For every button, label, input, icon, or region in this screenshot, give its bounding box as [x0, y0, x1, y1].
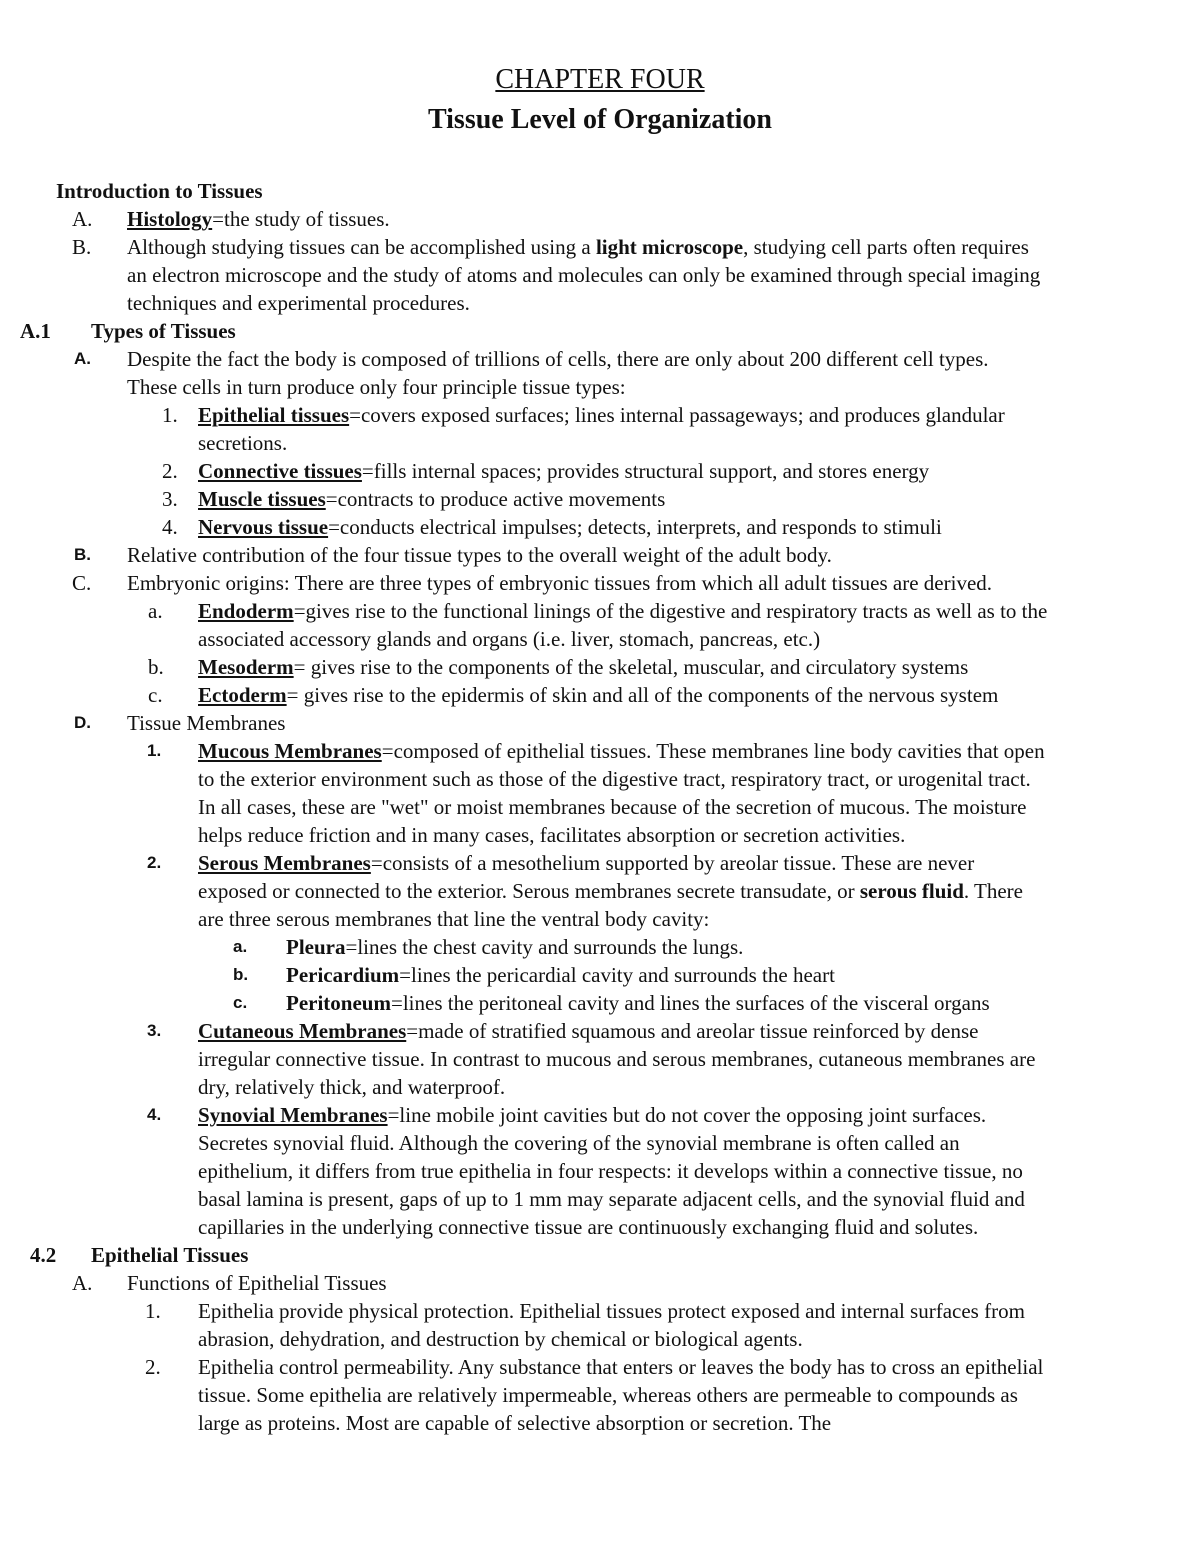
- list-item-cont: to the exterior environment such as those of the digestive tract, respiratory tract, or urogenital tract.: [198, 767, 1031, 791]
- list-item: [198, 485, 665, 513]
- item-text: =composed of epithelial tissues. These membranes line body cavities that open: [381, 739, 1045, 763]
- term-muscle: Muscle tissues: [198, 487, 326, 511]
- list-item: [286, 961, 835, 989]
- list-item: [286, 933, 743, 961]
- list-item-cont: [198, 877, 1023, 905]
- term-histology: Histology: [127, 207, 213, 231]
- s1-a-label: A.: [74, 349, 91, 368]
- list-item-cont: capillaries in the underlying connective tissue are continuously exchanging fluid and solutes.: [198, 1215, 979, 1239]
- list-item-cont: dry, relatively thick, and waterproof.: [198, 1075, 506, 1099]
- section-heading: Types of Tissues: [91, 319, 236, 343]
- list-number: 4.: [147, 1105, 162, 1124]
- term-mesoderm: Mesoderm: [198, 655, 294, 679]
- list-item: [198, 401, 1005, 429]
- list-letter: c.: [233, 993, 248, 1012]
- intro-a-text: =the study of tissues.: [212, 207, 390, 231]
- term-peritoneum: Peritoneum: [286, 991, 391, 1015]
- term-mucous: Mucous Membranes: [198, 739, 382, 763]
- list-letter: b.: [233, 965, 249, 984]
- list-item-cont: large as proteins. Most are capable of selective absorption or secretion. The: [198, 1411, 832, 1435]
- item-text-end: . There: [963, 879, 1023, 903]
- s1-a-line1: Despite the fact the body is composed of trillions of cells, there are only about 200 different cell types.: [127, 347, 989, 371]
- list-item: [198, 597, 1047, 625]
- item-text: =contracts to produce active movements: [325, 487, 666, 511]
- intro-b-text: Although studying tissues can be accomplished using a: [127, 235, 596, 259]
- term-serous-fluid: serous fluid: [859, 879, 964, 903]
- term-ectoderm: Ectoderm: [198, 683, 287, 707]
- list-number: 2.: [147, 853, 162, 872]
- intro-b-line1: [127, 233, 1029, 261]
- term-pericardium: Pericardium: [286, 963, 400, 987]
- intro-b-text-end: , studying cell parts often requires: [743, 235, 1029, 259]
- intro-b-line2: an electron microscope and the study of atoms and molecules can only be examined through special imaging: [127, 263, 1041, 287]
- item-text: =made of stratified squamous and areolar tissue reinforced by dense: [406, 1019, 979, 1043]
- intro-a-item: [127, 205, 390, 233]
- list-item: Epithelia control permeability. Any substance that enters or leaves the body has to cross an epithelial: [198, 1355, 1044, 1379]
- item-text: =gives rise to the functional linings of the digestive and respiratory tracts as well as to the: [293, 599, 1048, 623]
- list-item: [198, 513, 942, 541]
- intro-b-line3: techniques and experimental procedures.: [127, 291, 470, 315]
- list-item-cont: Secretes synovial fluid. Although the covering of the synovial membrane is often called an: [198, 1131, 960, 1155]
- list-item: [198, 1101, 986, 1129]
- list-letter: a.: [148, 599, 163, 623]
- list-letter: c.: [148, 683, 163, 707]
- chapter-title: Tissue Level of Organization: [427, 104, 773, 135]
- list-item-cont: associated accessory glands and organs (i.e. liver, stomach, pancreas, etc.): [198, 627, 821, 651]
- s1-c-label: C.: [72, 571, 92, 595]
- item-text: =lines the peritoneal cavity and lines the surfaces of the visceral organs: [390, 991, 990, 1015]
- list-item-cont: epithelium, it differs from true epithelia in four respects: it develops within a connective tissue, no: [198, 1159, 1023, 1183]
- list-number: 4.: [162, 515, 178, 539]
- list-item-cont: tissue. Some epithelia are relatively impermeable, whereas others are permeable to compounds as: [198, 1383, 1018, 1407]
- item-text: =line mobile joint cavities but do not cover the opposing joint surfaces.: [387, 1103, 987, 1127]
- s1-b-text: Relative contribution of the four tissue types to the overall weight of the adult body.: [127, 543, 832, 567]
- list-item: [198, 1017, 978, 1045]
- term-pleura: Pleura: [286, 935, 346, 959]
- intro-a-label: A.: [72, 207, 93, 231]
- section-number: A.1: [20, 319, 51, 343]
- intro-heading: Introduction to Tissues: [56, 179, 263, 203]
- list-number: 1.: [147, 741, 162, 760]
- item-text: =consists of a mesothelium supported by areolar tissue. These are never: [370, 851, 975, 875]
- item-text: = gives rise to the components of the skeletal, muscular, and circulatory systems: [293, 655, 969, 679]
- list-letter: b.: [148, 655, 164, 679]
- chapter-label: CHAPTER FOUR: [495, 64, 705, 95]
- list-item-cont: secretions.: [198, 431, 288, 455]
- intro-b-label: B.: [72, 235, 92, 259]
- list-item: [198, 681, 998, 709]
- list-item: [198, 653, 968, 681]
- section-heading: Epithelial Tissues: [91, 1243, 249, 1267]
- s1-b-label: B.: [74, 545, 91, 564]
- list-item: Epithelia provide physical protection. Epithelial tissues protect exposed and internal surfaces from: [198, 1299, 1025, 1323]
- list-item-cont: helps reduce friction and in many cases, facilitates absorption or secretion activities.: [198, 823, 906, 847]
- list-number: 1.: [162, 403, 178, 427]
- s1-d-label: D.: [74, 713, 91, 732]
- item-text: =lines the pericardial cavity and surrounds the heart: [399, 963, 835, 987]
- item-text: =lines the chest cavity and surrounds the lungs.: [345, 935, 744, 959]
- s1-a-line2: These cells in turn produce only four principle tissue types:: [127, 375, 626, 399]
- list-number: 2.: [162, 459, 178, 483]
- list-item: [286, 989, 990, 1017]
- list-item: [198, 457, 929, 485]
- term-connective: Connective tissues: [198, 459, 362, 483]
- list-item-cont: are three serous membranes that line the ventral body cavity:: [198, 907, 710, 931]
- item-text: exposed or connected to the exterior. Serous membranes secrete transudate, or: [198, 879, 860, 903]
- s2-a-label: A.: [72, 1271, 93, 1295]
- list-letter: a.: [233, 937, 248, 956]
- list-number: 3.: [147, 1021, 162, 1040]
- list-number: 1.: [145, 1299, 161, 1323]
- term-nervous: Nervous tissue: [198, 515, 329, 539]
- list-item-cont: abrasion, dehydration, and destruction by chemical or biological agents.: [198, 1327, 803, 1351]
- list-item: [198, 849, 974, 877]
- list-item-cont: In all cases, these are "wet" or moist membranes because of the secretion of mucous. The moisture: [198, 795, 1027, 819]
- item-text: =fills internal spaces; provides structural support, and stores energy: [361, 459, 930, 483]
- list-number: 3.: [162, 487, 178, 511]
- term-synovial: Synovial Membranes: [198, 1103, 388, 1127]
- list-item: [198, 737, 1045, 765]
- list-number: 2.: [145, 1355, 161, 1379]
- term-epithelial: Epithelial tissues: [198, 403, 350, 427]
- section-number: 4.2: [30, 1243, 57, 1267]
- item-text: =conducts electrical impulses; detects, interprets, and responds to stimuli: [328, 515, 942, 539]
- list-item-cont: irregular connective tissue. In contrast to mucous and serous membranes, cutaneous membranes are: [198, 1047, 1036, 1071]
- term-endoderm: Endoderm: [198, 599, 294, 623]
- term-cutaneous: Cutaneous Membranes: [198, 1019, 407, 1043]
- item-text: =covers exposed surfaces; lines internal passageways; and produces glandular: [349, 403, 1005, 427]
- item-text: = gives rise to the epidermis of skin and all of the components of the nervous system: [286, 683, 999, 707]
- list-item-cont: basal lamina is present, gaps of up to 1 mm may separate adjacent cells, and the synovial fluid and: [198, 1187, 1025, 1211]
- term-serous: Serous Membranes: [198, 851, 371, 875]
- s2-a-text: Functions of Epithelial Tissues: [127, 1271, 387, 1295]
- s1-d-text: Tissue Membranes: [127, 711, 286, 735]
- term-light-microscope: light microscope: [595, 235, 744, 259]
- s1-c-text: Embryonic origins: There are three types of embryonic tissues from which all adult tissues are derived.: [127, 571, 993, 595]
